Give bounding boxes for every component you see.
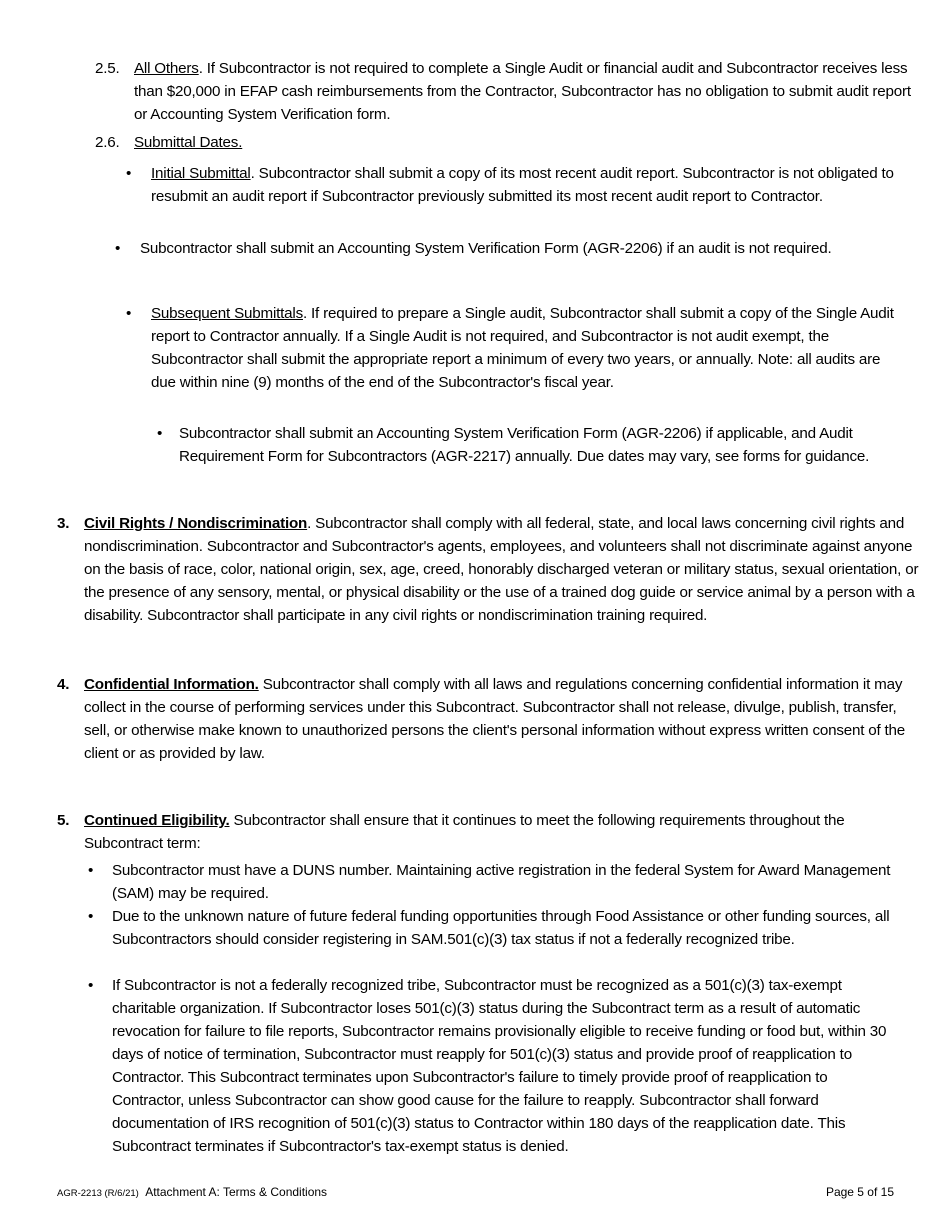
bullet-text: Due to the unknown nature of future federal funding opportunities through Food Assistance or other funding sources, all Subcontractors should consider registering in SAM.501(c)(3) tax status if not a federally recognized tribe. (112, 908, 890, 948)
section-4 (57, 673, 924, 765)
section-text: . If Subcontractor is not required to complete a Single Audit or financial audit and Subcontractor receives less than $20,000 in EFAP cash reimbursements from the Contractor, Subcontractor has no obligation to submit audit report or Accounting System Verification form. (134, 60, 911, 123)
section-5-bullet (88, 859, 897, 905)
section-text: . Subcontractor shall comply with all federal, state, and local laws concerning civil rights and nondiscrimination. Subcontractor and Subcontractor's agents, employees, and volunteers shall not discriminate against anyone on the basis of race, color, national origin, sex, age, creed, honorably discharged veteran or military status, sexual orientation, or the presence of any sensory, mental, or physical disability or the use of a trained dog guide or service animal by a person with a disability. Subcontractor shall participate in any civil rights or nondiscrimination training required. (84, 515, 919, 624)
bullet-icon: • (88, 862, 94, 879)
footer-left (57, 1185, 327, 1199)
bullet-heading: Subsequent Submittals (151, 305, 303, 322)
section-heading: Civil Rights / Nondiscrimination (84, 515, 308, 532)
section-number: 3. (57, 515, 70, 532)
bullet-text: Subcontractor must have a DUNS number. Maintaining active registration in the federal System for Award Management (SAM) may be required. (112, 862, 891, 902)
bullet-icon: • (88, 908, 94, 925)
section-number: 2.5. (95, 60, 120, 77)
section-2-5 (95, 57, 914, 126)
section-heading: All Others (134, 60, 199, 77)
section-heading: Confidential Information. (84, 676, 259, 693)
section-text: Subcontractor shall comply with all laws and regulations concerning confidential information it may collect in the course of performing services under this Subcontract. Subcontractor shall not release, divulge, publish, transfer, sell, or otherwise make known to unauthorized persons the client's personal information without express written consent of the client or as provided by law. (84, 676, 906, 762)
section-3 (57, 512, 924, 627)
bullet-text: . If required to prepare a Single audit, Subcontractor shall submit a copy of the Single Audit report to Contractor annually. If a Single Audit is not required, and Subcontractor is not audit exempt, the Subcontractor shall submit the appropriate report a minimum of every two years, or annually. Note: all audits are due within nine (9) months of the end of the Subcontractor's fiscal year. (151, 305, 894, 391)
section-5-bullet (88, 905, 897, 951)
form-number: AGR-2213 (R/6/21) (57, 1188, 139, 1199)
bullet-text: Subcontractor shall submit an Accounting System Verification Form (AGR-2206) if an audit is not required. (140, 240, 832, 257)
bullet-text: . Subcontractor shall submit a copy of its most recent audit report. Subcontractor is not obligated to resubmit an audit report if Subcontractor previously submitted its most recent audit report to Contractor. (151, 165, 894, 205)
section-text: Subcontractor shall ensure that it continues to meet the following requirements throughout the Subcontract term: (84, 812, 845, 852)
bullet-subsequent-submittals (126, 302, 896, 394)
bullet-icon: • (88, 977, 94, 994)
bullet-text: Subcontractor shall submit an Accounting System Verification Form (AGR-2206) if applicable, and Audit Requirement Form for Subcontractors (AGR-2217) annually. Due dates may vary, see forms for guidance. (179, 425, 870, 465)
bullet-initial-submittal (126, 162, 896, 208)
page-number: Page 5 of 15 (825, 1185, 894, 1199)
section-number: 4. (57, 676, 70, 693)
section-number: 2.6. (95, 134, 120, 151)
bullet-text: If Subcontractor is not a federally recognized tribe, Subcontractor must be recognized as a 501(c)(3) tax-exempt charitable organization. If Subcontractor loses 501(c)(3) status during the Subcontract term as a result of automatic revocation for failure to file reports, Subcontractor remains provisionally eligible to receive funding or food but, within 30 days of notice of termination, Subcontractor must reapply for 501(c)(3) status and provide proof of reapplication to Contractor. This Subcontract terminates upon Subcontractor's failure to timely provide proof of reapplication to Contractor, unless Subcontractor can show good cause for the failure to reapply. Subcontractor shall forward documentation of IRS recognition of 501(c)(3) status to Contractor within 180 days of the reapplication date. This Subcontract terminates if Subcontractor's tax-exempt status is denied. (112, 977, 887, 1155)
section-5 (57, 809, 924, 855)
bullet-nested-asvf (157, 422, 893, 468)
bullet-icon: • (126, 305, 132, 322)
footer-title: Attachment A: Terms & Conditions (145, 1185, 328, 1199)
bullet-heading: Initial Submittal (151, 165, 251, 182)
section-heading: Continued Eligibility. (84, 812, 230, 829)
bullet-icon: • (115, 240, 121, 257)
bullet-icon: • (157, 425, 163, 442)
bullet-icon: • (126, 165, 132, 182)
bullet-asvf (115, 237, 896, 260)
section-5-bullet (88, 974, 897, 1158)
section-heading: Submittal Dates. (134, 134, 243, 151)
section-2-6 (95, 131, 914, 154)
section-number: 5. (57, 812, 70, 829)
